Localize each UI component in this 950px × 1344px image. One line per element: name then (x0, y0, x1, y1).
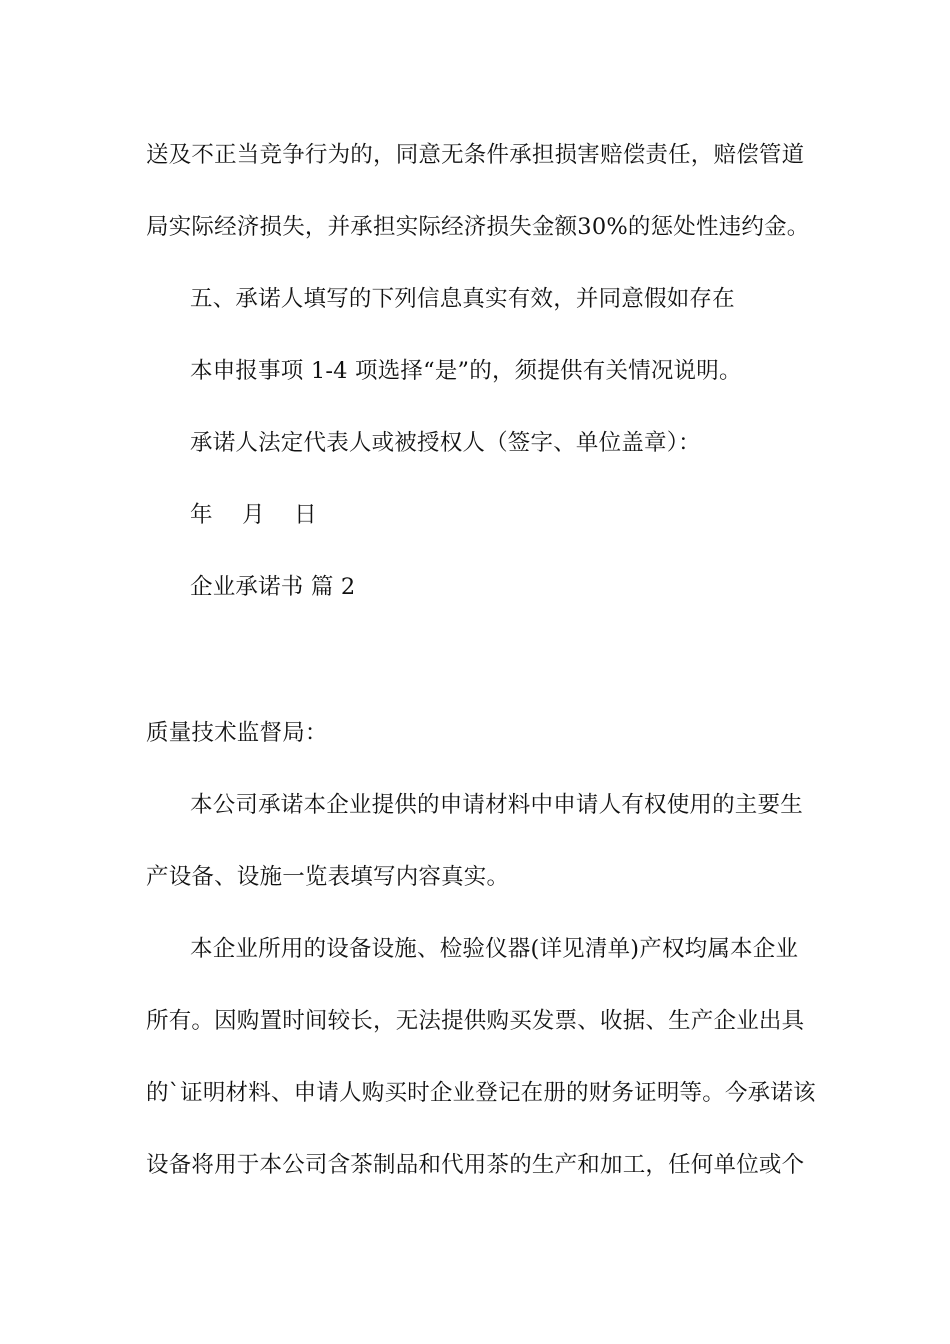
signature-line: 承诺人法定代表人或被授权人（签字、单位盖章）： (190, 430, 701, 456)
addressee-line: 质量技术监督局： (146, 720, 328, 746)
date-month-label: 月 (242, 502, 265, 528)
section-heading: 企业承诺书 篇 2 (190, 574, 356, 600)
date-day-label: 日 (294, 502, 317, 528)
paragraph-line: 所有。因购置时间较长，无法提供购买发票、收据、生产企业出具 (146, 1008, 805, 1034)
date-year-label: 年 (190, 502, 213, 528)
paragraph-line: 产设备、设施一览表填写内容真实。 (146, 864, 510, 890)
paragraph-line: 送及不正当竞争行为的，同意无条件承担损害赔偿责任，赔偿管道 (146, 142, 805, 168)
paragraph-line: 本公司承诺本企业提供的申请材料中申请人有权使用的主要生 (190, 792, 803, 818)
paragraph-line: 本企业所用的设备设施、检验仪器(详见清单)产权均属本企业 (190, 936, 799, 962)
clause-five-line: 五、承诺人填写的下列信息真实有效，并同意假如存在 (190, 286, 735, 312)
paragraph-line: 的`证明材料、申请人购买时企业登记在册的财务证明等。今承诺该 (146, 1080, 816, 1106)
paragraph-line: 本申报事项 1-4 项选择“是”的，须提供有关情况说明。 (190, 358, 742, 384)
date-line (190, 500, 854, 530)
paragraph-line: 设备将用于本公司含茶制品和代用茶的生产和加工，任何单位或个 (146, 1152, 805, 1178)
paragraph-line: 局实际经济损失，并承担实际经济损失金额30%的惩处性违约金。 (146, 214, 810, 240)
